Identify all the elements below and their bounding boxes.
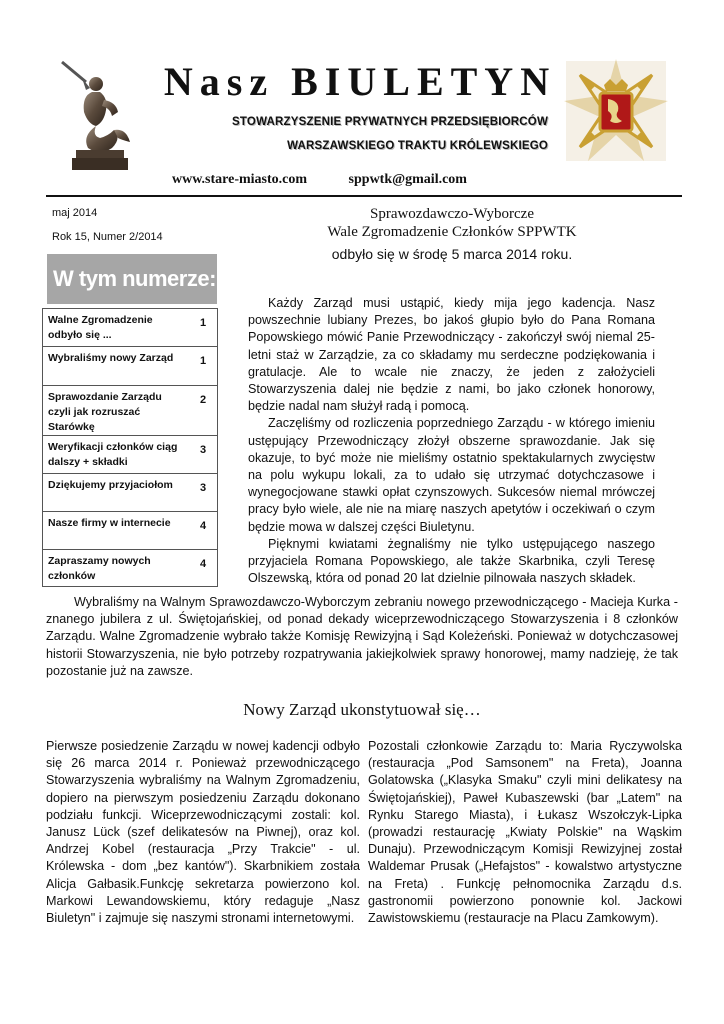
- lead-article-subheading: odbyło się w środę 5 marca 2014 roku.: [331, 246, 573, 262]
- lead-article-body: [248, 295, 655, 587]
- right-column: [368, 738, 682, 927]
- toc-item-title: Nasze firmy w internecie: [48, 517, 171, 529]
- contact-row: [160, 172, 560, 188]
- toc-banner: W tym numerze:: [47, 254, 217, 304]
- toc-item-page: 1: [199, 317, 207, 329]
- header-divider: [46, 195, 682, 197]
- email-link[interactable]: sppwtk@gmail.com: [348, 172, 467, 187]
- toc-item-title: Dziękujemy przyjaciołom: [48, 479, 173, 491]
- toc-item-page: 3: [199, 482, 207, 494]
- toc-row[interactable]: [43, 347, 217, 386]
- right-column-text: Pozostali członkowie Zarządu to: Maria Ryczywolska (restauracja „Pod Samsonem" na Freta), Joanna Golatowska („Klasyka Smaku" czyli mini delikatesy na Świętojańskiej), Paweł Kubaszewski (bar „Latem" na Rynku Starego Miasta), i Łukasz Wszołczyk-Lipka (prowadzi restaurację „Kwiaty Polskie" na Wąskim Dunaju). Przewodniczącym Komisji Rewizyjnej został Waldemar Prusak („Hefajstos" - kowalstwo artystyczne na Freta) . Funkcję pełnomocnika Zarządu d.s. gastronomii powierzono ponownie kol. Jackowi Zawistowskiemu (restauracje na Placu Zamkowym).: [368, 739, 682, 926]
- association-name-line1: STOWARZYSZENIE PRYWATNYCH PRZEDSIĘBIORCÓW: [232, 116, 548, 128]
- association-name-line2: WARSZAWSKIEGO TRAKTU KRÓLEWSKIEGO: [287, 140, 548, 152]
- election-paragraph: Wybraliśmy na Walnym Sprawozdawczo-Wyborczym zebraniu nowego przewodniczącego - Macieja Kurka - znanego jubilera z ul. Świętojańskiej, od ponad dekady wiceprzewodniczącego Stowarzyszenia i 8 członków Zarządu. Walne Zgromadzenie wybrało także Komisję Rewizyjną i Sąd Koleżeński. Ponieważ w dotychczasowej historii Stowarzyszenia, nie było potrzeby rozpatrywania jakiejkolwiek sprawy honorowej, mamy nadzieję, że tak pozostanie już na zawsze.: [46, 595, 678, 678]
- toc-item-title: Wybraliśmy nowy Zarząd: [48, 352, 174, 364]
- lead-article-heading: [256, 205, 648, 241]
- toc-item-title: Walne Zgromadzenie odbyło się ...: [48, 314, 153, 341]
- issue-date: maj 2014: [52, 207, 98, 219]
- lead-paragraph: Każdy Zarząd musi ustąpić, kiedy mija jego kadencja. Nasz powszechnie lubiany Prezes, bo jakoś głupio było do Pana Romana Popowskiego mówić Panie Przewodniczący - zakończył swój niemal 25-letni staż w Zarządzie, za co składamy mu serdeczne podziękowania i gratulacje. Ale to wcale nie znaczy, że jeden z założycieli Stowarzyszenia dalej nie będzie z nami, bo jako członek honorowy, będzie nadal nam służył radą i pomocą.: [248, 296, 655, 414]
- association-crest-logo: [560, 55, 672, 167]
- website-link[interactable]: www.stare-miasto.com: [172, 172, 308, 187]
- lead-paragraph: Pięknymi kwiatami żegnaliśmy nie tylko ustępującego naszego przyjaciela Romana Popowskiego, ale także Skarbnika, czyli Teresę Olszewską, która od ponad 20 lat dzielnie pilnowała naszych składek.: [248, 536, 655, 586]
- lead-heading-line2: Wale Zgromadzenie Członków SPPWTK: [327, 224, 577, 240]
- lead-paragraph: Zaczęliśmy od rozliczenia poprzedniego Zarządu - w którego imieniu ustępujący Przewodniczący złożył obszerne sprawozdanie. Jak się okazuje, to być może nie mieliśmy ostatnio spektakularnych zwycięstw na polu wykupu lokali, za to udało się utrzymać dotychczasowe i wynegocjowane stawki opłat czynszowych. Sukcesów niemal mrówczej pracy było wiele, ale nie na miarę naszych apetytów i oczekiwań o czym będzie mowa w dalszej części Biuletynu.: [248, 416, 655, 534]
- toc-row[interactable]: [43, 474, 217, 512]
- toc-item-page: 4: [199, 520, 207, 532]
- left-column-text: Pierwsze posiedzenie Zarządu w nowej kadencji odbyło się 26 marca 2014 r. Ponieważ przewodniczącego Stowarzyszenia wybraliśmy na Walnym Zgromadzeniu, dopiero na pierwszym posiedzeniu Zarządu dokonano podziału funkcji. Wiceprzewodniczącymi zostali: kol. Janusz Lück (szef delikatesów na Piwnej), oraz kol. Andrzej Kobel (restauracja „Przy Trakcie" - ul. Królewska - dom „bez kantów"). Skarbnikiem została Alicja Gałbasik.Funkcję sekretarza powierzono kol. Markowi Lewandowskiemu, który redaguje „Nasz Biuletyn" i zajmuje się naszymi stronami internetowymi.: [46, 739, 360, 926]
- toc-row[interactable]: [43, 436, 217, 474]
- table-of-contents: [42, 308, 218, 587]
- toc-row[interactable]: [43, 309, 217, 347]
- toc-item-page: 1: [199, 355, 207, 367]
- toc-item-page: 2: [199, 394, 207, 406]
- issue-number: Rok 15, Numer 2/2014: [52, 231, 163, 243]
- lead-heading-line1: Sprawozdawczo-Wyborcze: [369, 206, 534, 222]
- toc-item-page: 3: [199, 444, 207, 456]
- mermaid-statue-logo: [52, 52, 142, 177]
- section-title: Nowy Zarząd ukonstytuował się…: [243, 700, 481, 719]
- left-column: [46, 738, 360, 927]
- toc-item-page: 4: [199, 558, 207, 570]
- election-paragraph-block: [46, 594, 678, 680]
- toc-item-title: Sprawozdanie Zarządu czyli jak rozruszać Starówkę: [48, 391, 162, 433]
- toc-row[interactable]: [43, 512, 217, 550]
- toc-item-title: Zapraszamy nowych członków: [48, 555, 151, 582]
- toc-row[interactable]: [43, 386, 217, 436]
- toc-item-title: Weryfikacji członków ciąg dalszy + składki: [48, 441, 178, 468]
- masthead-title: Nasz BIULETYN: [163, 59, 557, 104]
- toc-row[interactable]: [43, 550, 217, 586]
